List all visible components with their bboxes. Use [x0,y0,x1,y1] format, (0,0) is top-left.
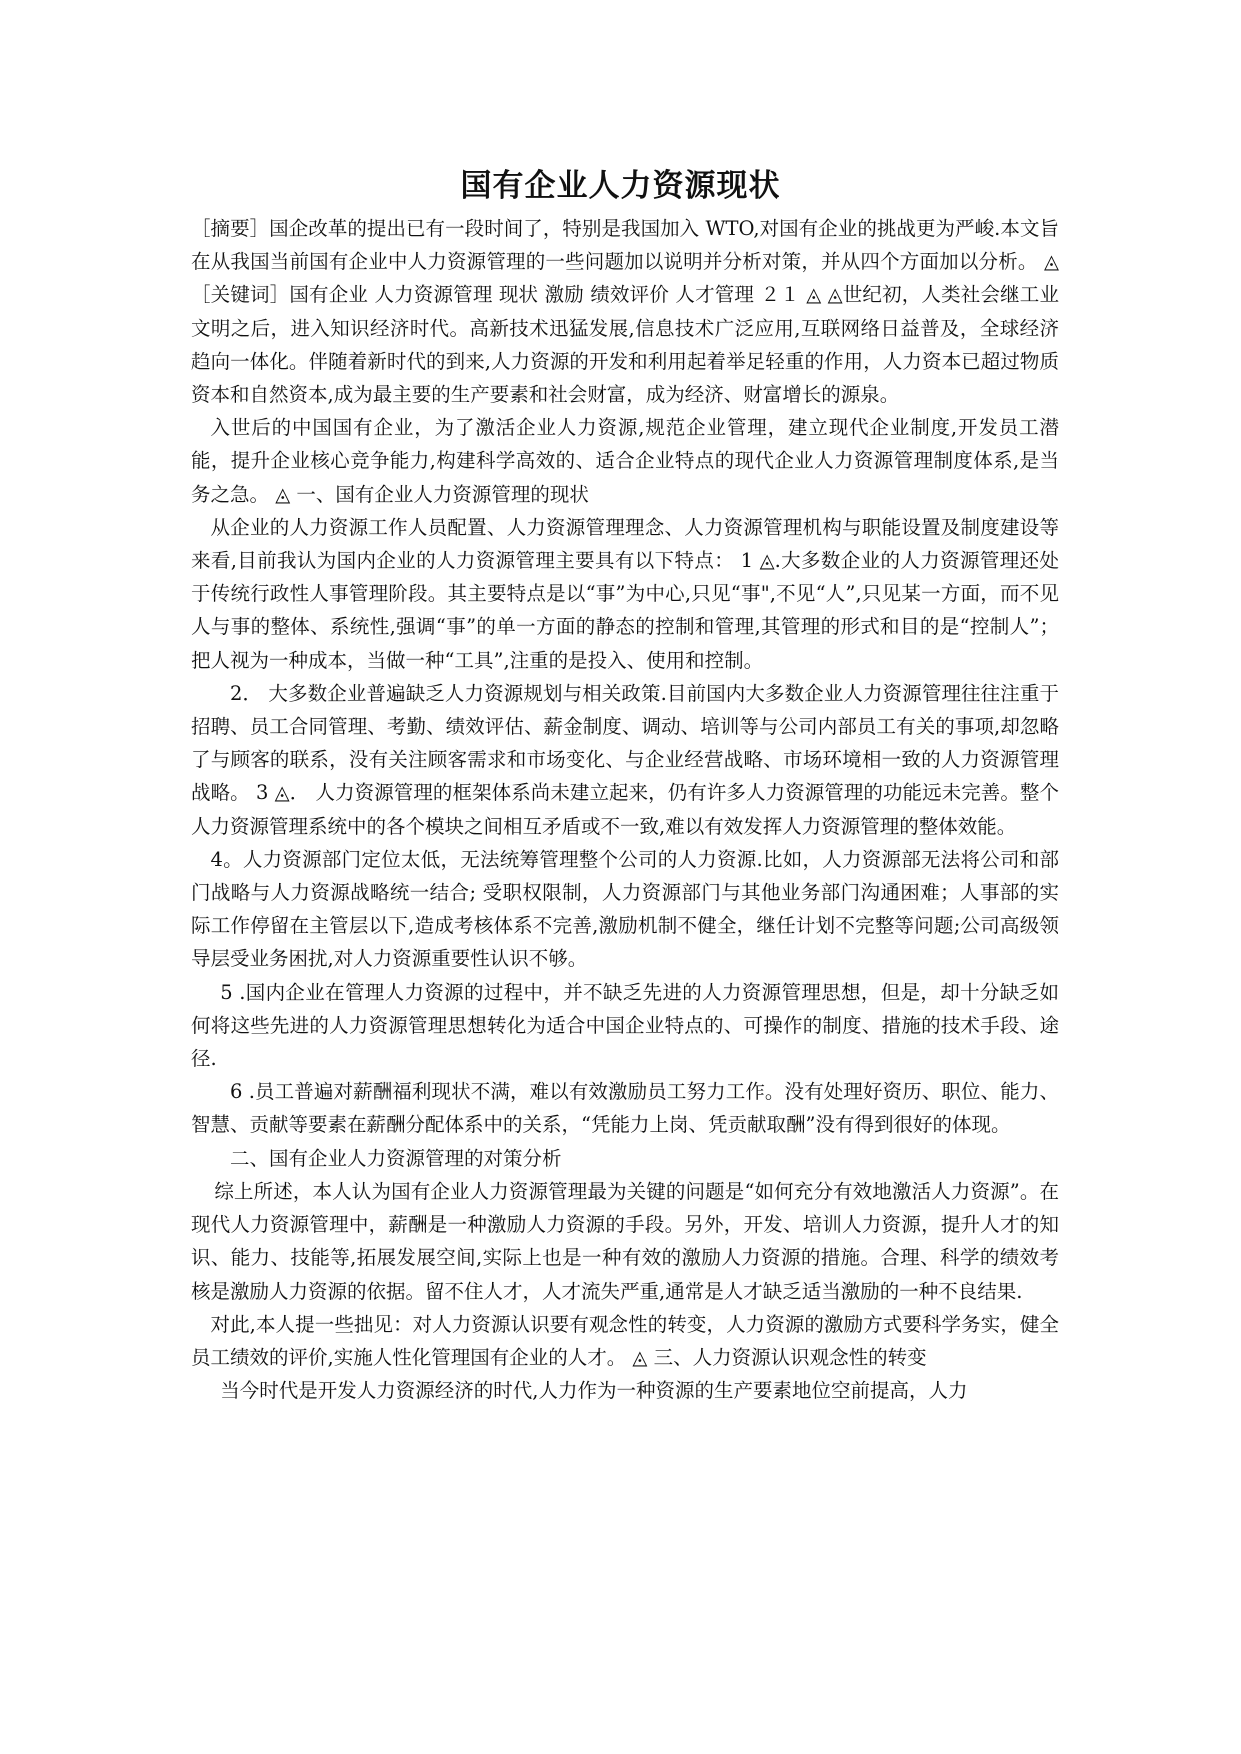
body-paragraph: 当今时代是开发人力资源经济的时代,人力作为一种资源的生产要素地位空前提高，人力 [220,1379,968,1403]
body-paragraph: 入世后的中国国有企业，为了激活企业人力资源,规范企业管理，建立现代企业制度,开发员工潜能，提升企业核心竞争能力,构建科学高效的、适合企业特点的现代企业人力资源管理制度体系,是当务之急。 ◬ 一、国有企业人力资源管理的现状 [191,416,1059,506]
body-paragraph: ［摘要］国企改革的提出已有一段时间了，特别是我国加入 WTO,对国有企业的挑战更为严峻.本文旨在从我国当前国有企业中人力资源管理的一些问题加以说明并分析对策，并从四个方面加以分析。 ◬ ［关键词］国有企业 人力资源管理 现状 激励 绩效评价 人才管理 ２１ ◬ ◬世纪初，人类社会继工业文明之后，进入知识经济时代。高新技术迅猛发展,信息技术广泛应用,互联网络日益普及，全球经济趋向一体化。伴随着新时代的到来,人力资源的开发和利用起着举足轻重的作用，人力资本已超过物质资本和自然资本,成为最主要的生产要素和社会财富，成为经济、财富增长的源泉。 [191,217,1059,407]
body-paragraph: 从企业的人力资源工作人员配置、人力资源管理理念、人力资源管理机构与职能设置及制度建设等来看,目前我认为国内企业的人力资源管理主要具有以下特点： 1 ◬.大多数企业的人力资源管理还处于传统行政性人事管理阶段。其主要特点是以“事”为中心,只见“事",不见“人”,只见某一方面，而不见人与事的整体、系统性,强调“事”的单一方面的静态的控制和管理,其管理的形式和目的是“控制人”；把人视为一种成本，当做一种“工具”,注重的是投入、使用和控制。 [191,515,1059,672]
body-paragraph: 6 .员工普遍对薪酬福利现状不满，难以有效激励员工努力工作。没有处理好资历、职位、能力、智慧、贡献等要素在薪酬分配体系中的关系，“凭能力上岗、凭贡献取酬”没有得到很好的体现。 [191,1080,1059,1137]
body-paragraph: 2． 大多数企业普遍缺乏人力资源规划与相关政策.目前国内大多数企业人力资源管理往往注重于招聘、员工合同管理、考勤、绩效评估、薪金制度、调动、培训等与公司内部员工有关的事项,却忽略了与顾客的联系，没有关注顾客需求和市场变化、与企业经营战略、市场环境相一致的人力资源管理战略。 3 ◬． 人力资源管理的框架体系尚未建立起来，仍有许多人力资源管理的功能远未完善。整个人力资源管理系统中的各个模块之间相互矛盾或不一致,难以有效发挥人力资源管理的整体效能。 [191,681,1059,838]
body-paragraph: 综上所述，本人认为国有企业人力资源管理最为关键的问题是“如何充分有效地激活人力资源”。在现代人力资源管理中，薪酬是一种激励人力资源的手段。另外，开发、培训人力资源，提升人才的知识、能力、技能等,拓展发展空间,实际上也是一种有效的激励人力资源的措施。合理、科学的绩效考核是激励人力资源的依据。留不住人才，人才流失严重,通常是人才缺乏适当激励的一种不良结果. [191,1179,1059,1303]
body-paragraph: 4。人力资源部门定位太低，无法统筹管理整个公司的人力资源.比如，人力资源部无法将公司和部门战略与人力资源战略统一结合; 受职权限制，人力资源部门与其他业务部门沟通困难；人事部的实际工作停留在主管层以下,造成考核体系不完善,激励机制不健全，继任计划不完整等问题;公司高级领导层受业务困扰,对人力资源重要性认识不够。 [191,847,1059,971]
body-paragraph: 对此,本人提一些拙见：对人力资源认识要有观念性的转变，人力资源的激励方式要科学务实，健全员工绩效的评价,实施人性化管理国有企业的人才。 ◬ 三、人力资源认识观念性的转变 [191,1312,1059,1369]
document-body [191,212,1059,1407]
body-paragraph: 二、国有企业人力资源管理的对策分析 [230,1146,562,1170]
document-title: 国有企业人力资源现状 [460,168,781,204]
body-paragraph: 5 .国内企业在管理人力资源的过程中，并不缺乏先进的人力资源管理思想，但是，却十分缺乏如何将这些先进的人力资源管理思想转化为适合中国企业特点的、可操作的制度、措施的技术手段、途径. [191,980,1059,1071]
